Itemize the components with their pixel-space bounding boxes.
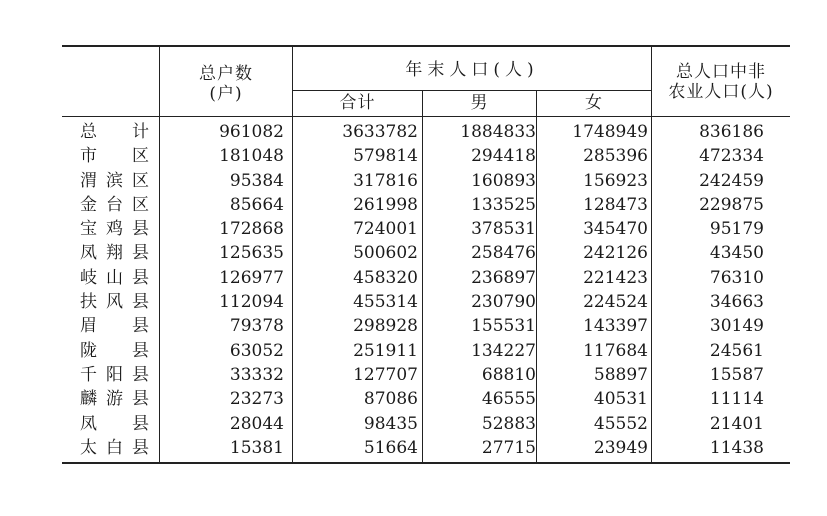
region-name-cell: 市区 bbox=[80, 146, 150, 167]
households-cell: 28044 bbox=[229, 413, 284, 434]
table-row bbox=[62, 290, 790, 314]
population-male-cell: 155531 bbox=[471, 316, 536, 337]
households-cell: 126977 bbox=[219, 267, 284, 288]
population-total-cell: 98435 bbox=[363, 413, 418, 434]
table-row bbox=[62, 266, 790, 290]
population-male-cell: 134227 bbox=[471, 340, 536, 361]
households-cell: 33332 bbox=[229, 364, 284, 385]
male-header: 男 bbox=[470, 93, 489, 113]
households-cell: 85664 bbox=[229, 194, 284, 215]
population-female-cell: 242126 bbox=[583, 243, 648, 264]
population-male-cell: 378531 bbox=[471, 219, 536, 240]
table-row bbox=[62, 193, 790, 217]
population-female-cell: 221423 bbox=[583, 267, 648, 288]
non-agricultural-cell: 15587 bbox=[709, 364, 764, 385]
table-row bbox=[62, 120, 790, 144]
table-bottom-rule bbox=[62, 462, 790, 464]
table-row bbox=[62, 314, 790, 338]
non-agricultural-cell: 95179 bbox=[709, 219, 764, 240]
households-header-line2: (户) bbox=[209, 84, 243, 104]
population-female-cell: 1748949 bbox=[572, 122, 648, 142]
table-row bbox=[62, 144, 790, 168]
population-male-cell: 52883 bbox=[481, 413, 536, 434]
population-male-cell: 46555 bbox=[481, 389, 536, 410]
households-cell: 23273 bbox=[229, 389, 284, 410]
non-agricultural-header-line2: 农业人口(人) bbox=[668, 82, 774, 102]
households-cell: 181048 bbox=[219, 146, 284, 167]
region-name-cell: 陇县 bbox=[80, 340, 150, 361]
header-bottom-rule bbox=[62, 116, 790, 117]
households-cell: 125635 bbox=[219, 243, 284, 264]
non-agricultural-header bbox=[652, 62, 790, 102]
subheader-rule bbox=[292, 90, 651, 91]
non-agricultural-header-line1: 总人口中非 bbox=[676, 62, 766, 82]
population-total-cell: 251911 bbox=[353, 340, 418, 361]
non-agricultural-cell: 21401 bbox=[709, 413, 764, 434]
region-name-cell: 凤县 bbox=[80, 413, 150, 434]
population-female-cell: 117684 bbox=[583, 340, 648, 361]
population-female-cell: 58897 bbox=[593, 364, 648, 385]
population-total-cell: 317816 bbox=[353, 170, 418, 191]
region-name-cell: 眉县 bbox=[80, 316, 150, 337]
population-female-cell: 285396 bbox=[583, 146, 648, 167]
table-row bbox=[62, 241, 790, 265]
non-agricultural-cell: 34663 bbox=[709, 292, 764, 313]
region-name-cell: 渭滨区 bbox=[80, 170, 150, 191]
non-agricultural-cell: 24561 bbox=[709, 340, 764, 361]
region-name-cell: 岐山县 bbox=[80, 267, 150, 288]
households-cell: 961082 bbox=[219, 122, 284, 142]
population-total-cell: 298928 bbox=[353, 316, 418, 337]
households-cell: 79378 bbox=[229, 316, 284, 337]
population-total-cell: 3633782 bbox=[342, 122, 418, 142]
population-female-cell: 143397 bbox=[583, 316, 648, 337]
non-agricultural-cell: 836186 bbox=[699, 122, 764, 142]
population-male-cell: 236897 bbox=[471, 267, 536, 288]
population-total-cell: 261998 bbox=[353, 194, 418, 215]
households-cell: 172868 bbox=[219, 219, 284, 240]
table-body bbox=[62, 120, 790, 460]
region-name-cell: 总计 bbox=[80, 122, 150, 142]
non-agricultural-cell: 11114 bbox=[709, 389, 764, 410]
population-female-cell: 156923 bbox=[583, 170, 648, 191]
population-female-cell: 40531 bbox=[593, 389, 648, 410]
non-agricultural-cell: 242459 bbox=[699, 170, 764, 191]
non-agricultural-cell: 43450 bbox=[709, 243, 764, 264]
households-header bbox=[160, 64, 292, 104]
table-top-rule bbox=[62, 45, 790, 47]
population-total-cell: 51664 bbox=[363, 437, 418, 458]
region-name-cell: 凤翔县 bbox=[80, 243, 150, 264]
region-name-cell: 金台区 bbox=[80, 194, 150, 215]
female-header: 女 bbox=[585, 93, 603, 113]
table-row bbox=[62, 169, 790, 193]
population-female-cell: 128473 bbox=[583, 194, 648, 215]
region-name-cell: 太白县 bbox=[80, 437, 150, 458]
region-name-cell: 扶风县 bbox=[80, 292, 150, 313]
population-male-cell: 1884833 bbox=[460, 122, 536, 142]
region-name-cell: 千阳县 bbox=[80, 364, 150, 385]
population-total-cell: 127707 bbox=[353, 364, 418, 385]
population-male-cell: 68810 bbox=[481, 364, 536, 385]
households-header-line1: 总户数 bbox=[199, 64, 253, 84]
population-total-cell: 500602 bbox=[353, 243, 418, 264]
population-female-cell: 23949 bbox=[593, 437, 648, 458]
population-male-cell: 27715 bbox=[481, 437, 536, 458]
population-male-cell: 258476 bbox=[471, 243, 536, 264]
households-cell: 95384 bbox=[229, 170, 284, 191]
region-name-cell: 麟游县 bbox=[80, 389, 150, 410]
table-row bbox=[62, 412, 790, 436]
non-agricultural-cell: 76310 bbox=[709, 267, 764, 288]
population-female-cell: 45552 bbox=[593, 413, 648, 434]
households-cell: 63052 bbox=[229, 340, 284, 361]
population-group-header: 年末人口(人) bbox=[405, 60, 539, 80]
households-cell: 15381 bbox=[229, 437, 284, 458]
table-row bbox=[62, 217, 790, 241]
region-name-cell: 宝鸡县 bbox=[80, 219, 150, 240]
non-agricultural-cell: 229875 bbox=[699, 194, 764, 215]
table-row bbox=[62, 387, 790, 411]
non-agricultural-cell: 11438 bbox=[709, 437, 764, 458]
table-row bbox=[62, 339, 790, 363]
population-male-cell: 230790 bbox=[471, 292, 536, 313]
population-total-cell: 458320 bbox=[353, 267, 418, 288]
population-total-cell: 724001 bbox=[353, 219, 418, 240]
population-female-cell: 345470 bbox=[583, 219, 648, 240]
population-male-cell: 133525 bbox=[471, 194, 536, 215]
total-header: 合计 bbox=[339, 93, 376, 113]
population-male-cell: 160893 bbox=[471, 170, 536, 191]
table-row bbox=[62, 436, 790, 460]
population-total-cell: 579814 bbox=[353, 146, 418, 167]
non-agricultural-cell: 30149 bbox=[709, 316, 764, 337]
population-female-cell: 224524 bbox=[583, 292, 648, 313]
population-male-cell: 294418 bbox=[471, 146, 536, 167]
population-total-cell: 87086 bbox=[363, 389, 418, 410]
table-row bbox=[62, 363, 790, 387]
non-agricultural-cell: 472334 bbox=[699, 146, 764, 167]
households-cell: 112094 bbox=[219, 292, 284, 313]
population-total-cell: 455314 bbox=[353, 292, 418, 313]
